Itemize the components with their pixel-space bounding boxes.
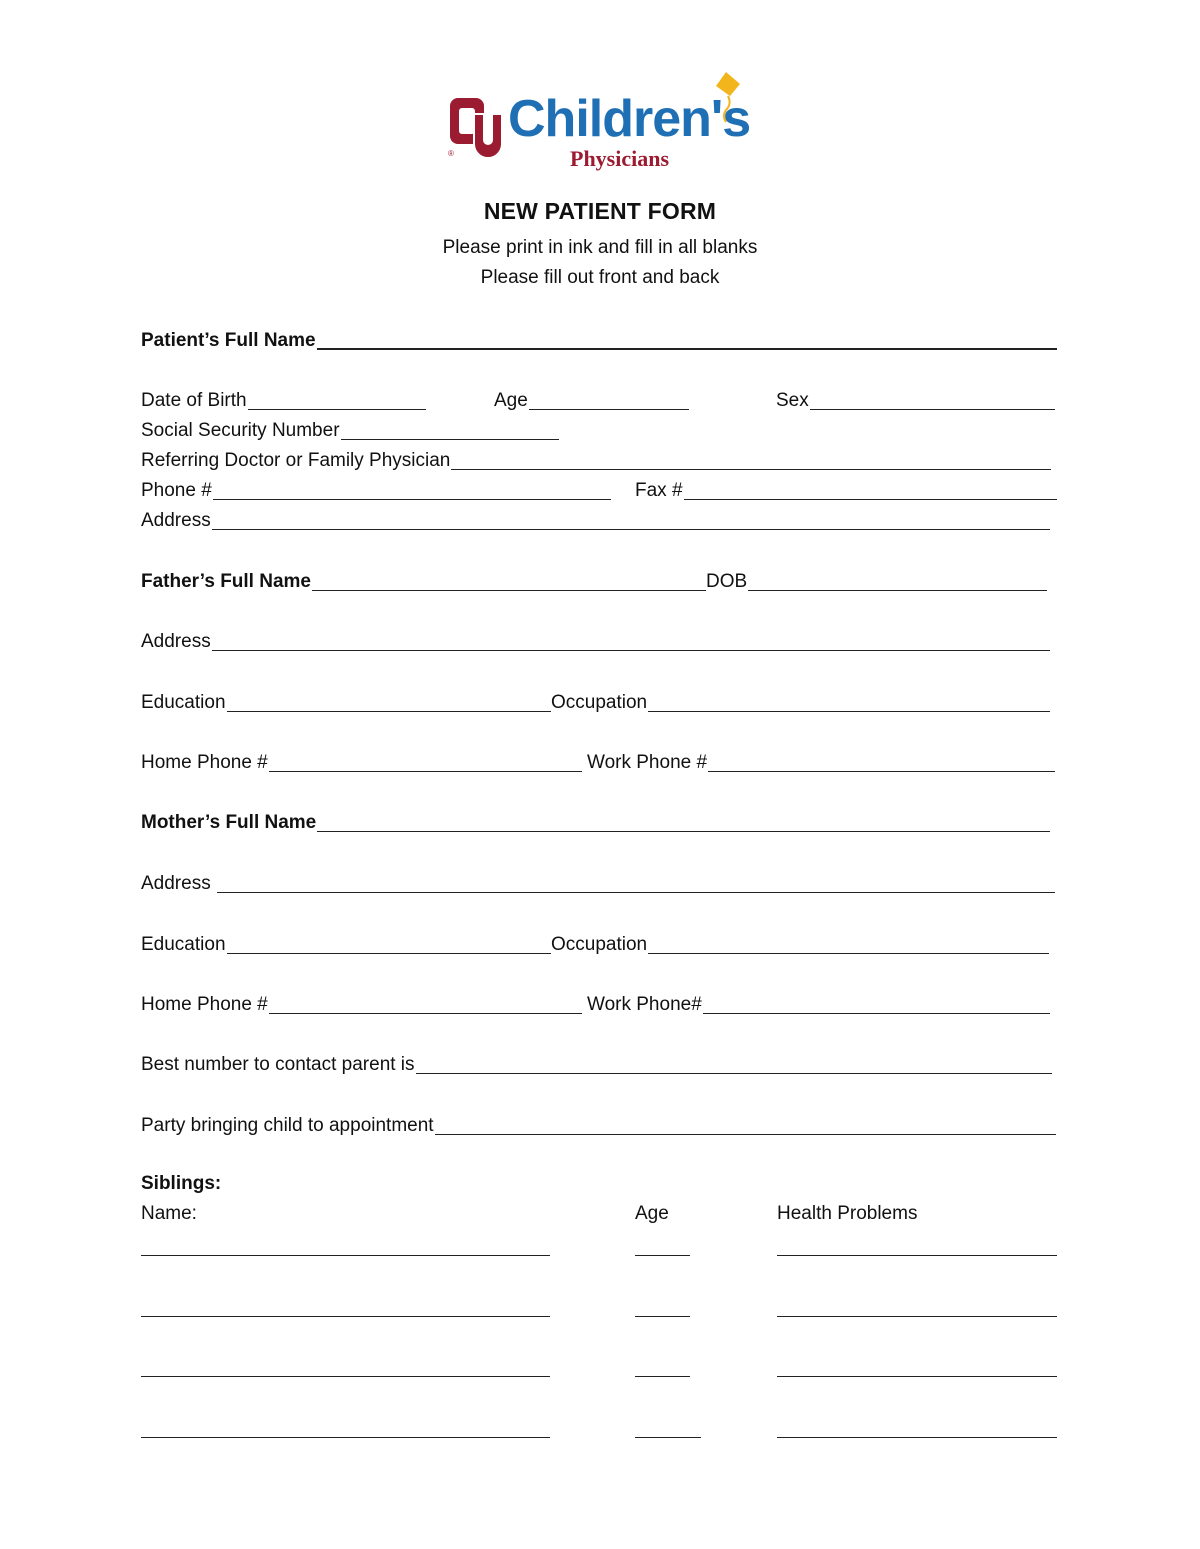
mother-work-phone-line[interactable] <box>703 1012 1050 1014</box>
father-address-label: Address <box>141 631 211 652</box>
mother-address-field[interactable] <box>141 871 1055 897</box>
patient-age-field[interactable] <box>494 388 689 414</box>
party-bringing-field[interactable] <box>141 1113 1056 1139</box>
sibling-1-name-line[interactable] <box>141 1254 550 1256</box>
patient-age-line[interactable] <box>529 408 689 410</box>
patient-sex-field[interactable] <box>776 388 1055 414</box>
patient-dob-field[interactable] <box>141 388 426 414</box>
father-home-phone-field[interactable] <box>141 750 582 776</box>
patient-address-line[interactable] <box>212 528 1050 530</box>
sibling-4-name-line[interactable] <box>141 1436 550 1438</box>
patient-name-label: Patient’s Full Name <box>141 330 316 351</box>
mother-address-row <box>141 871 1057 897</box>
mother-education-line[interactable] <box>227 952 551 954</box>
sibling-1-age-line[interactable] <box>635 1254 690 1256</box>
patient-sex-label: Sex <box>776 390 809 411</box>
father-occupation-label: Occupation <box>551 692 648 713</box>
father-address-field[interactable] <box>141 629 1050 655</box>
mother-name-label: Mother’s Full Name <box>141 812 317 833</box>
form-title: NEW PATIENT FORM <box>483 198 717 224</box>
best-number-field[interactable] <box>141 1052 1052 1078</box>
patient-ssn-field[interactable] <box>141 418 559 444</box>
patient-fax-field[interactable] <box>635 478 1057 504</box>
mother-occupation-line[interactable] <box>648 952 1049 954</box>
patient-address-row <box>141 508 1057 534</box>
mother-work-phone-label: Work Phone# <box>587 994 702 1015</box>
mother-name-row <box>141 810 1057 836</box>
patient-fax-line[interactable] <box>684 498 1057 500</box>
referring-doctor-field[interactable] <box>141 448 1051 474</box>
mother-address-label: Address <box>141 873 211 894</box>
father-name-label: Father’s Full Name <box>141 571 311 592</box>
sibling-2-name-line[interactable] <box>141 1315 550 1317</box>
father-address-row <box>141 629 1057 655</box>
father-phone-row <box>141 750 1057 776</box>
father-dob-field[interactable] <box>706 569 1047 595</box>
patient-ssn-line[interactable] <box>341 438 559 440</box>
referring-doctor-row <box>141 448 1057 474</box>
registered-mark: ® <box>448 149 454 158</box>
referring-doctor-line[interactable] <box>451 468 1051 470</box>
sibling-4-age-line[interactable] <box>635 1436 701 1438</box>
mother-phone-row <box>141 992 1057 1018</box>
father-education-line[interactable] <box>227 710 551 712</box>
sibling-2-health-line[interactable] <box>777 1315 1057 1317</box>
mother-name-line[interactable] <box>317 830 1050 832</box>
father-dob-line[interactable] <box>748 589 1047 591</box>
patient-phone-field[interactable] <box>141 478 611 504</box>
patient-name-line[interactable] <box>317 347 1057 350</box>
sibling-4-health-line[interactable] <box>777 1436 1057 1438</box>
father-education-field[interactable] <box>141 690 551 716</box>
mother-education-field[interactable] <box>141 932 551 958</box>
best-number-row <box>141 1052 1057 1078</box>
patient-age-label: Age <box>494 390 528 411</box>
patient-ssn-label: Social Security Number <box>141 420 340 441</box>
patient-fax-label: Fax # <box>635 480 683 501</box>
referring-doctor-label: Referring Doctor or Family Physician <box>141 450 451 471</box>
father-education-row <box>141 690 1057 716</box>
mother-home-phone-label: Home Phone # <box>141 994 268 1015</box>
mother-education-row <box>141 932 1057 958</box>
best-number-line[interactable] <box>416 1072 1052 1074</box>
siblings-age-column: Age <box>635 1203 669 1224</box>
patient-phone-label: Phone # <box>141 480 212 501</box>
patient-ssn-row <box>141 418 1057 444</box>
best-number-label: Best number to contact parent is <box>141 1054 415 1075</box>
father-work-phone-field[interactable] <box>587 750 1055 776</box>
father-address-line[interactable] <box>212 649 1050 651</box>
father-dob-label: DOB <box>706 571 748 592</box>
patient-phone-fax-row <box>141 478 1057 504</box>
patient-dob-age-sex-row <box>141 388 1057 414</box>
father-home-phone-line[interactable] <box>269 770 582 772</box>
mother-education-label: Education <box>141 934 226 955</box>
mother-work-phone-field[interactable] <box>587 992 1050 1018</box>
sibling-3-health-line[interactable] <box>777 1375 1057 1377</box>
patient-dob-label: Date of Birth <box>141 390 247 411</box>
patient-sex-line[interactable] <box>810 408 1055 410</box>
father-name-field[interactable] <box>141 569 706 595</box>
father-home-phone-label: Home Phone # <box>141 752 268 773</box>
patient-address-field[interactable] <box>141 508 1050 534</box>
father-name-line[interactable] <box>312 589 706 591</box>
sibling-3-name-line[interactable] <box>141 1375 550 1377</box>
party-bringing-line[interactable] <box>435 1133 1056 1135</box>
father-education-label: Education <box>141 692 226 713</box>
mother-occupation-field[interactable] <box>551 932 1049 958</box>
ou-childrens-physicians-logo <box>444 66 764 178</box>
sibling-3-age-line[interactable] <box>635 1375 690 1377</box>
father-occupation-field[interactable] <box>551 690 1050 716</box>
father-work-phone-label: Work Phone # <box>587 752 708 773</box>
party-bringing-label: Party bringing child to appointment <box>141 1115 434 1136</box>
siblings-heading: Siblings: <box>141 1173 222 1194</box>
father-work-phone-line[interactable] <box>708 770 1055 772</box>
instruction-ink: Please print in ink and fill in all blanks <box>442 237 758 258</box>
siblings-health-column: Health Problems <box>777 1203 918 1224</box>
patient-phone-line[interactable] <box>213 498 611 500</box>
instruction-front-back: Please fill out front and back <box>480 267 720 288</box>
siblings-name-column: Name: <box>141 1203 197 1224</box>
patient-dob-line[interactable] <box>248 408 426 410</box>
sibling-2-age-line[interactable] <box>635 1315 690 1317</box>
mother-name-field[interactable] <box>141 810 1050 836</box>
sibling-1-health-line[interactable] <box>777 1254 1057 1256</box>
ou-mark-icon <box>448 98 502 158</box>
mother-occupation-label: Occupation <box>551 934 648 955</box>
logo-wordmark: Children's <box>508 90 751 148</box>
party-bringing-row <box>141 1113 1057 1139</box>
patient-address-label: Address <box>141 510 211 531</box>
mother-home-phone-field[interactable] <box>141 992 582 1018</box>
mother-address-line[interactable] <box>217 891 1055 893</box>
patient-name-field[interactable] <box>141 328 1057 354</box>
mother-home-phone-line[interactable] <box>269 1012 582 1014</box>
logo-subtitle: Physicians <box>570 146 670 171</box>
father-name-row <box>141 569 1057 595</box>
father-occupation-line[interactable] <box>648 710 1050 712</box>
patient-name-row <box>141 328 1057 354</box>
